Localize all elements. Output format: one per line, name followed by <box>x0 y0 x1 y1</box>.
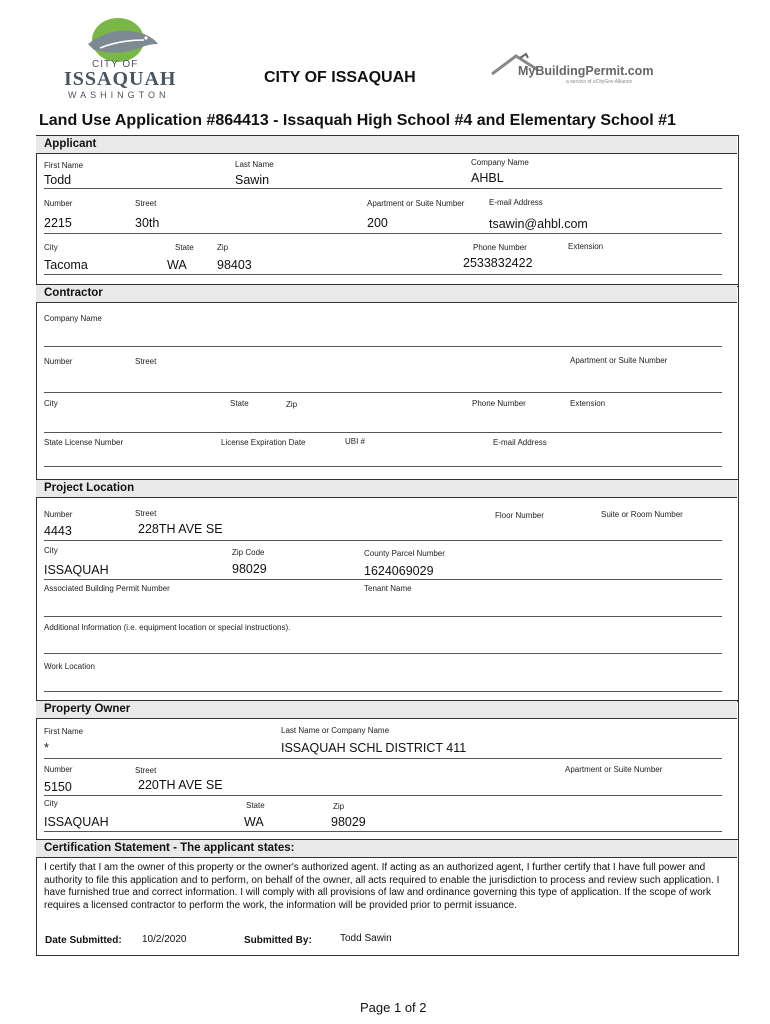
contractor-license-label: State License Number <box>44 438 124 447</box>
project-city: ISSAQUAH <box>44 563 109 577</box>
owner-number: 5150 <box>44 780 72 794</box>
logo-line1: CITY OF <box>92 59 139 70</box>
project-number-label: Number <box>44 510 73 519</box>
contractor-title: Contractor <box>44 287 103 299</box>
owner-city-label: City <box>44 799 58 808</box>
project-street-label: Street <box>135 509 157 518</box>
owner-row3-line <box>44 831 722 832</box>
owner-zip: 98029 <box>331 815 366 829</box>
mbp-tagline: a service of eCityGov Alliance <box>566 79 633 85</box>
applicant-title: Applicant <box>44 138 97 150</box>
owner-last-label: Last Name or Company Name <box>281 726 390 735</box>
applicant-state: WA <box>167 258 187 272</box>
project-zip-label: Zip Code <box>232 548 265 557</box>
applicant-number: 2215 <box>44 216 72 230</box>
applicant-state-label: State <box>175 243 194 252</box>
project-floor-label: Floor Number <box>495 511 544 520</box>
date-submitted-value: 10/2/2020 <box>142 934 187 945</box>
page-number: Page 1 of 2 <box>360 1000 427 1015</box>
owner-city: ISSAQUAH <box>44 815 109 829</box>
applicant-last-name: Sawin <box>235 173 270 187</box>
owner-street: 220TH AVE SE <box>138 778 223 792</box>
project-row1-line <box>44 540 722 541</box>
applicant-street-label: Street <box>135 199 157 208</box>
applicant-row2-line <box>44 233 722 234</box>
project-work-label: Work Location <box>44 662 95 671</box>
project-row2-line <box>44 579 722 580</box>
owner-zip-label: Zip <box>333 802 345 811</box>
applicant-email: tsawin@ahbl.com <box>489 217 588 231</box>
project-addl-label: Additional Information (i.e. equipment location or special instructions). <box>44 623 291 632</box>
contractor-row3-line <box>44 432 722 433</box>
contractor-row2-line <box>44 392 722 393</box>
applicant-phone-label: Phone Number <box>473 243 527 252</box>
applicant-city-label: City <box>44 243 58 252</box>
contractor-row1-line <box>44 346 722 347</box>
contractor-email-label: E-mail Address <box>493 438 547 447</box>
page-title: Land Use Application #864413 - Issaquah High School #4 and Elementary School #1 <box>39 112 676 129</box>
logo-line3: WASHINGTON <box>68 90 170 100</box>
owner-last: ISSAQUAH SCHL DISTRICT 411 <box>281 741 467 755</box>
project-suite-label: Suite or Room Number <box>601 510 683 519</box>
certification-title: Certification Statement - The applicant states: <box>44 842 295 854</box>
contractor-city-label: City <box>44 399 58 408</box>
applicant-apt-label: Apartment or Suite Number <box>367 199 465 208</box>
date-submitted-label: Date Submitted: <box>45 935 122 946</box>
contractor-row4-line <box>44 466 722 467</box>
contractor-ubi-label: UBI # <box>345 437 366 446</box>
project-tenant-label: Tenant Name <box>364 584 412 593</box>
owner-street-label: Street <box>135 766 157 775</box>
owner-first-label: First Name <box>44 727 84 736</box>
owner-title: Property Owner <box>44 703 131 715</box>
applicant-first-name: Todd <box>44 173 72 187</box>
applicant-phone: 2533832422 <box>463 256 533 270</box>
submitted-by-label: Submitted By: <box>244 935 312 946</box>
applicant-ext-label: Extension <box>568 242 604 251</box>
contractor-ext-label: Extension <box>570 399 606 408</box>
project-parcel: 1624069029 <box>364 564 434 578</box>
contractor-zip-label: Zip <box>286 400 298 409</box>
project-parcel-label: County Parcel Number <box>364 549 445 558</box>
owner-row2-line <box>44 795 722 796</box>
logo-line2: ISSAQUAH <box>64 68 177 90</box>
project-header <box>36 479 737 498</box>
owner-state: WA <box>244 815 264 829</box>
city-title: CITY OF ISSAQUAH <box>264 69 416 86</box>
submitted-by-value: Todd Sawin <box>340 933 392 944</box>
contractor-number-label: Number <box>44 357 73 366</box>
project-street: 228TH AVE SE <box>138 522 223 536</box>
contractor-phone-label: Phone Number <box>472 399 526 408</box>
project-city-label: City <box>44 546 58 555</box>
applicant-first-name-label: First Name <box>44 161 84 170</box>
mybuildingpermit-logo <box>490 52 660 86</box>
contractor-street-label: Street <box>135 357 157 366</box>
applicant-row1-line <box>44 188 722 189</box>
applicant-email-label: E-mail Address <box>489 198 543 207</box>
applicant-street: 30th <box>135 216 160 230</box>
owner-first: * <box>44 741 49 755</box>
certification-header <box>36 839 737 858</box>
project-number: 4443 <box>44 524 72 538</box>
applicant-box <box>36 135 739 287</box>
applicant-company: AHBL <box>471 171 504 185</box>
contractor-apt-label: Apartment or Suite Number <box>570 356 668 365</box>
applicant-last-name-label: Last Name <box>235 160 274 169</box>
project-row5-line <box>44 691 722 692</box>
applicant-city: Tacoma <box>44 258 88 272</box>
project-row4-line <box>44 653 722 654</box>
issaquah-logo <box>62 14 178 100</box>
applicant-zip: 98403 <box>217 258 252 272</box>
applicant-zip-label: Zip <box>217 243 229 252</box>
applicant-company-label: Company Name <box>471 158 529 167</box>
owner-row1-line <box>44 758 722 759</box>
certification-text: I certify that I am the owner of this property or the owner's authorized agent. If acting as an authorized agent, I further certify that I have full power and authority to file this application and to perform, on behalf of the owner, all acts required to enable the jurisdiction to process and review such application. I have furnished true and correct information. I will comply with all provisions of law and ordinance governing this type of application. If the scope of work requires a licensed contractor to perform the work, the information will be provided prior to permit issuance. <box>44 862 720 911</box>
contractor-license-exp-label: License Expiration Date <box>221 438 306 447</box>
applicant-number-label: Number <box>44 199 73 208</box>
applicant-apt: 200 <box>367 216 388 230</box>
mbp-name: MyBuildingPermit.com <box>518 64 654 78</box>
project-title: Project Location <box>44 482 135 494</box>
applicant-header <box>36 135 737 154</box>
contractor-state-label: State <box>230 399 249 408</box>
owner-number-label: Number <box>44 765 73 774</box>
project-assoc-label: Associated Building Permit Number <box>44 584 170 593</box>
contractor-company-label: Company Name <box>44 314 102 323</box>
applicant-row3-line <box>44 274 722 275</box>
owner-state-label: State <box>246 801 265 810</box>
owner-apt-label: Apartment or Suite Number <box>565 765 663 774</box>
owner-header <box>36 700 737 719</box>
contractor-box <box>36 284 739 480</box>
project-zip: 98029 <box>232 562 267 576</box>
project-row3-line <box>44 616 722 617</box>
contractor-header <box>36 284 737 303</box>
